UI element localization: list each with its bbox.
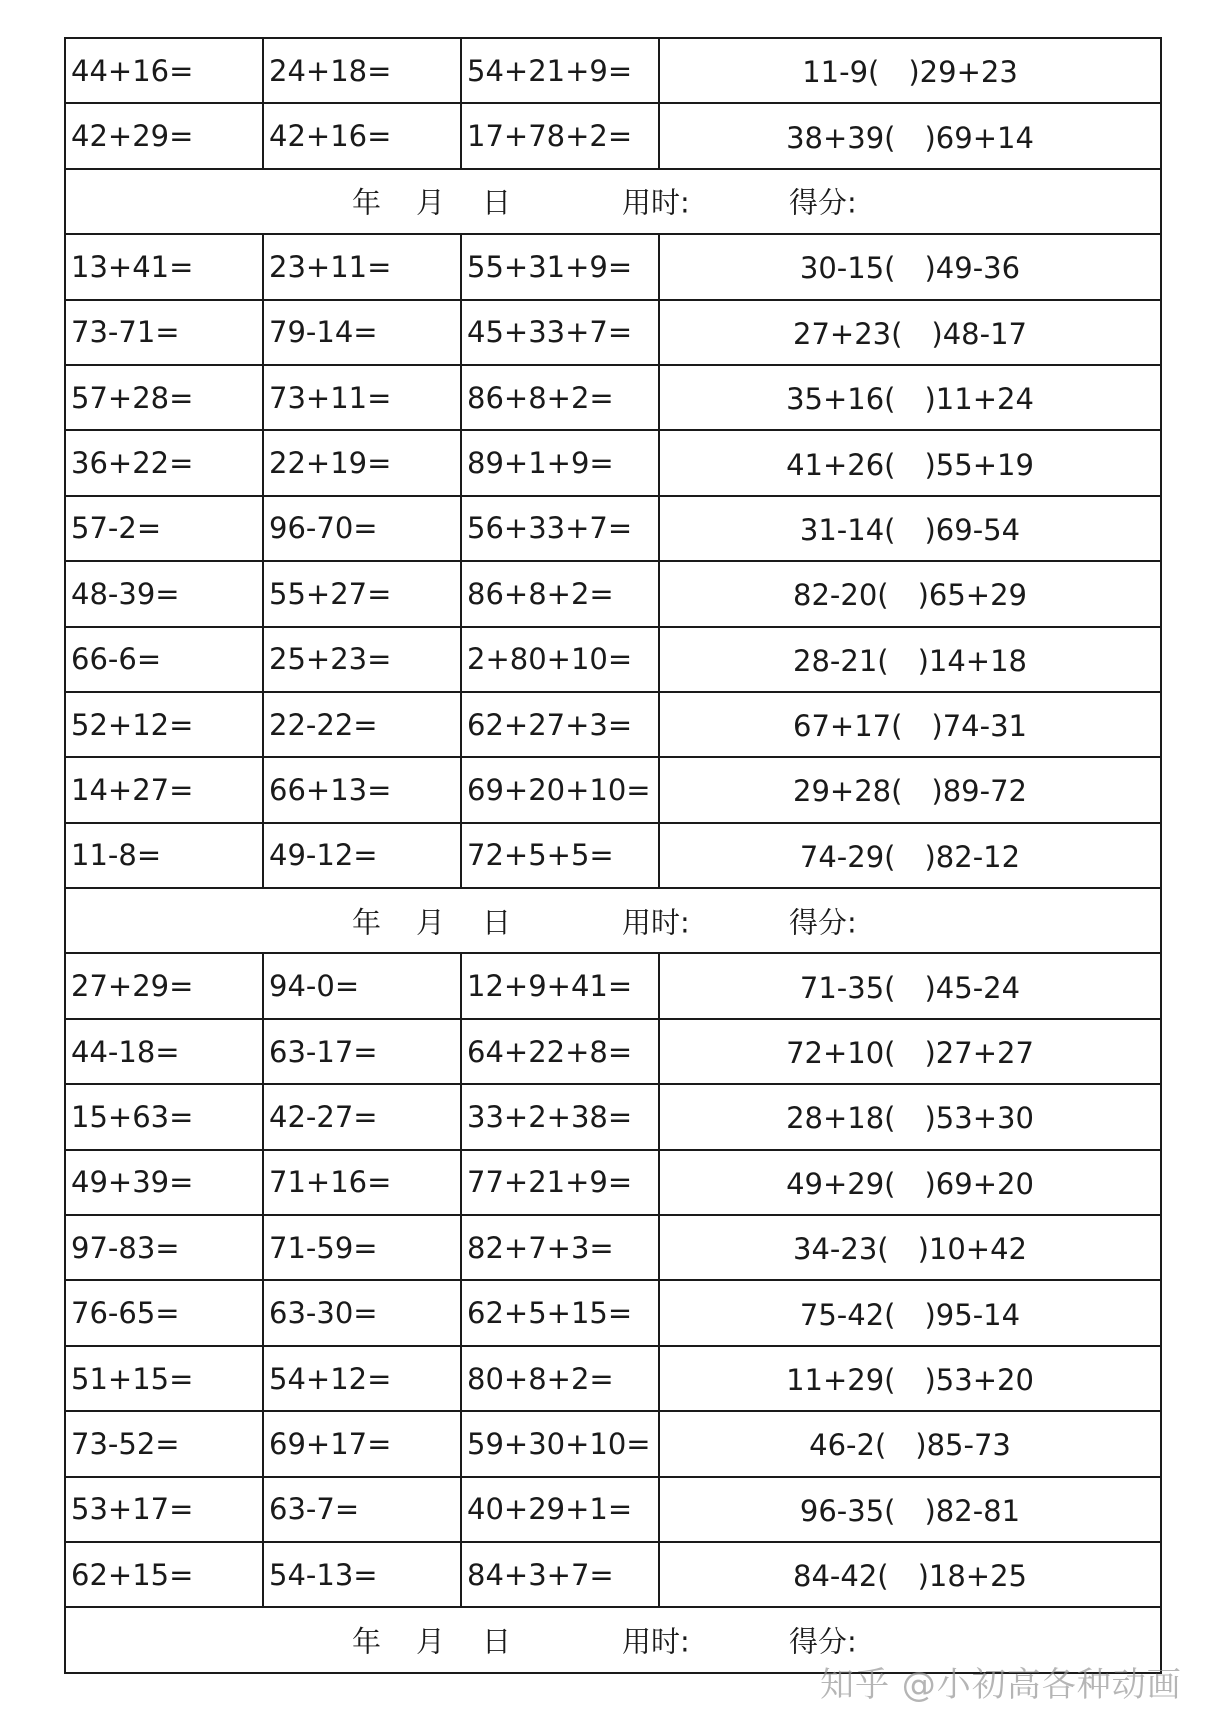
problem-col-3: 56+33+7= [461,496,659,561]
problem-col-1: 42+29= [65,103,263,168]
problem-col-2: 69+17= [263,1411,461,1476]
problem-col-3: 33+2+38= [461,1084,659,1149]
problem-row [65,103,1161,168]
problem-col-2: 54+12= [263,1346,461,1411]
compare-problem: 11+29( )53+20 [659,1346,1161,1411]
problem-col-1: 97-83= [65,1215,263,1280]
problem-row [65,561,1161,626]
time-used-label: 用时: [622,185,690,220]
problem-row [65,627,1161,692]
problem-col-1: 62+15= [65,1542,263,1607]
compare-problem: 84-42( )18+25 [659,1542,1161,1607]
header-cell [65,888,1161,953]
problem-col-3: 54+21+9= [461,38,659,103]
problem-col-3: 89+1+9= [461,430,659,495]
problem-col-1: 49+39= [65,1150,263,1215]
date-time-score-header [65,169,1161,234]
problem-col-2: 71-59= [263,1215,461,1280]
compare-problem: 67+17( )74-31 [659,692,1161,757]
problem-row [65,1477,1161,1542]
score-label: 得分: [789,1624,857,1659]
problem-col-1: 27+29= [65,953,263,1018]
problem-col-3: 77+21+9= [461,1150,659,1215]
compare-problem: 11-9( )29+23 [659,38,1161,103]
compare-problem: 49+29( )69+20 [659,1150,1161,1215]
problem-col-3: 62+27+3= [461,692,659,757]
problem-row [65,757,1161,822]
problem-row [65,1150,1161,1215]
time-used-label: 用时: [622,1624,690,1659]
compare-problem: 30-15( )49-36 [659,234,1161,299]
problem-col-1: 57+28= [65,365,263,430]
problem-col-2: 94-0= [263,953,461,1018]
problem-col-3: 86+8+2= [461,561,659,626]
problem-col-1: 53+17= [65,1477,263,1542]
problem-col-2: 63-30= [263,1280,461,1345]
problem-col-2: 23+11= [263,234,461,299]
problem-col-3: 12+9+41= [461,953,659,1018]
month-label: 月 [416,1624,446,1659]
problem-col-1: 44+16= [65,38,263,103]
problem-col-2: 55+27= [263,561,461,626]
compare-problem: 75-42( )95-14 [659,1280,1161,1345]
compare-problem: 72+10( )27+27 [659,1019,1161,1084]
problem-col-3: 55+31+9= [461,234,659,299]
worksheet-body [65,38,1161,1673]
problem-col-1: 48-39= [65,561,263,626]
problem-row [65,496,1161,561]
year-label: 年 [352,185,382,220]
problem-row [65,953,1161,1018]
problem-row [65,300,1161,365]
compare-problem: 71-35( )45-24 [659,953,1161,1018]
compare-problem: 96-35( )82-81 [659,1477,1161,1542]
problem-row [65,365,1161,430]
problem-col-1: 15+63= [65,1084,263,1149]
day-label: 日 [482,905,512,940]
day-label: 日 [482,1624,512,1659]
problem-row [65,823,1161,888]
compare-problem: 34-23( )10+42 [659,1215,1161,1280]
problem-col-2: 63-7= [263,1477,461,1542]
problem-col-1: 76-65= [65,1280,263,1345]
problem-col-2: 42+16= [263,103,461,168]
problem-col-2: 73+11= [263,365,461,430]
problem-row [65,1346,1161,1411]
problem-col-1: 14+27= [65,757,263,822]
worksheet-table [64,37,1162,1674]
compare-problem: 28+18( )53+30 [659,1084,1161,1149]
problem-col-2: 24+18= [263,38,461,103]
compare-problem: 28-21( )14+18 [659,627,1161,692]
year-label: 年 [352,1624,382,1659]
problem-col-3: 62+5+15= [461,1280,659,1345]
problem-row [65,430,1161,495]
problem-col-3: 72+5+5= [461,823,659,888]
watermark: 知乎 @小初高各种动画 [820,1665,1182,1705]
problem-col-1: 57-2= [65,496,263,561]
date-time-score-header [65,888,1161,953]
problem-col-3: 69+20+10= [461,757,659,822]
compare-problem: 35+16( )11+24 [659,365,1161,430]
problem-col-3: 40+29+1= [461,1477,659,1542]
problem-row [65,1019,1161,1084]
problem-row [65,1084,1161,1149]
compare-problem: 41+26( )55+19 [659,430,1161,495]
problem-col-2: 22+19= [263,430,461,495]
problem-col-2: 22-22= [263,692,461,757]
month-label: 月 [416,185,446,220]
problem-col-1: 73-71= [65,300,263,365]
problem-col-1: 73-52= [65,1411,263,1476]
problem-col-1: 11-8= [65,823,263,888]
problem-col-3: 45+33+7= [461,300,659,365]
problem-col-3: 80+8+2= [461,1346,659,1411]
problem-col-2: 66+13= [263,757,461,822]
problem-row [65,692,1161,757]
problem-col-2: 25+23= [263,627,461,692]
compare-problem: 31-14( )69-54 [659,496,1161,561]
problem-col-2: 54-13= [263,1542,461,1607]
problem-col-3: 59+30+10= [461,1411,659,1476]
problem-col-2: 79-14= [263,300,461,365]
problem-col-1: 13+41= [65,234,263,299]
header-cell [65,169,1161,234]
problem-col-1: 36+22= [65,430,263,495]
compare-problem: 29+28( )89-72 [659,757,1161,822]
problem-col-2: 71+16= [263,1150,461,1215]
score-label: 得分: [789,905,857,940]
time-used-label: 用时: [622,905,690,940]
problem-col-3: 84+3+7= [461,1542,659,1607]
problem-row [65,1215,1161,1280]
compare-problem: 27+23( )48-17 [659,300,1161,365]
problem-col-2: 49-12= [263,823,461,888]
problem-col-2: 96-70= [263,496,461,561]
problem-col-3: 2+80+10= [461,627,659,692]
problem-col-3: 86+8+2= [461,365,659,430]
month-label: 月 [416,905,446,940]
problem-col-1: 51+15= [65,1346,263,1411]
compare-problem: 46-2( )85-73 [659,1411,1161,1476]
problem-col-3: 64+22+8= [461,1019,659,1084]
problem-row [65,234,1161,299]
problem-row [65,1280,1161,1345]
problem-row [65,1542,1161,1607]
compare-problem: 74-29( )82-12 [659,823,1161,888]
problem-col-1: 44-18= [65,1019,263,1084]
year-label: 年 [352,905,382,940]
problem-row [65,1411,1161,1476]
day-label: 日 [482,185,512,220]
problem-col-1: 66-6= [65,627,263,692]
problem-col-3: 82+7+3= [461,1215,659,1280]
problem-col-1: 52+12= [65,692,263,757]
problem-col-3: 17+78+2= [461,103,659,168]
problem-row [65,38,1161,103]
problem-col-2: 42-27= [263,1084,461,1149]
problem-col-2: 63-17= [263,1019,461,1084]
compare-problem: 38+39( )69+14 [659,103,1161,168]
compare-problem: 82-20( )65+29 [659,561,1161,626]
score-label: 得分: [789,185,857,220]
